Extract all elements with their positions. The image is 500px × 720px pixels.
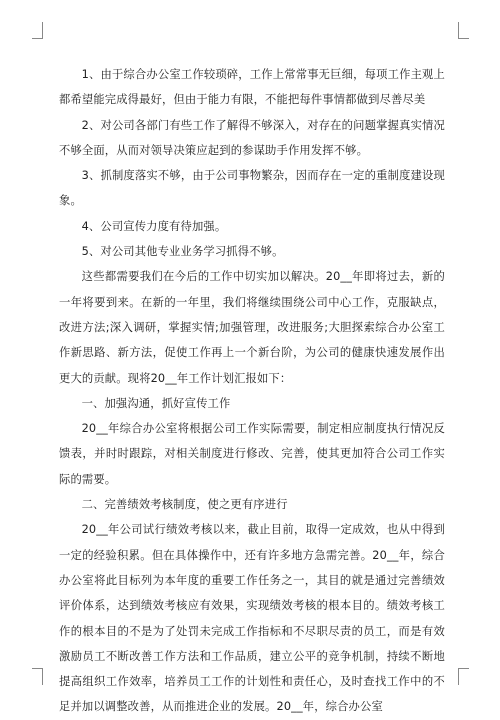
crop-mark-bottom-left — [32, 668, 43, 685]
section-heading-2: 二、完善绩效考核制度，使之更有序进行 — [81, 498, 288, 512]
paragraph-3: 3、抓制度落实不够，由于公司事物繁杂，因而存在一定的重制度建设现象。 — [59, 169, 445, 208]
paragraph-summary: 这些都需要我们在今后的工作中切实加以解决。20__年即将过去，新的一年将要到来。在新的一年里，我们将继续围绕公司中心工作，克服缺点，改进方法;深入调研，掌握实情;加强管理，改进服务;大胆探索综合办公室工作新思路、新方法，促使工作再上一个新台阶，为公司的健康快速发展作出更大的贡献。现将20__年工作计划汇报如下： — [59, 270, 445, 385]
paragraph-4: 4、公司宣传力度有待加强。 — [81, 219, 227, 233]
paragraph-2: 2、对公司各部门有些工作了解得不够深入，对存在的问题掌握真实情况不够全面，从而对领导决策应起到的参谋助手作用发挥不够。 — [59, 118, 445, 157]
crop-mark-bottom-right — [458, 668, 469, 685]
crop-mark-top-left — [32, 22, 43, 39]
paragraph-section-2: 20__年公司试行绩效考核以来，截止目前，取得一定成效，也从中得到一定的经验积累。但在具体操作中，还有许多地方急需完善。20__年，综合办公室将此目标列为本年度的重要工作任务之一，其目的就是通过完善绩效评价体系，达到绩效考核应有效果，实现绩效考核的根本目的。绩效考核工作的根本目的不是为了处罚未完成工作指标和不尽职尽责的员工，而是有效激励员工不断改善工作方法和工作品质，建立公平的竞争机制，持续不断地提高组织工作效率，培养员工工作的计划性和责任心，及时查找工作中的不足并加以调整改善，从而推进企业的发展。20__年，综合办公室 — [59, 523, 445, 714]
crop-mark-top-right — [458, 22, 469, 39]
paragraph-1: 1、由于综合办公室工作较琐碎，工作上常常事无巨细，每项工作主观上都希望能完成得最好，但由于能力有限，不能把每件事情都做到尽善尽美 — [59, 68, 445, 107]
paragraph-section-1: 20__年综合办公室将根据公司工作实际需要，制定相应制度执行情况反馈表，并时时跟踪，对相关制度进行修改、完善，使其更加符合公司工作实际的需要。 — [59, 422, 445, 486]
document-body — [59, 62, 445, 720]
section-heading-1: 一、加强沟通，抓好宣传工作 — [81, 396, 231, 410]
paragraph-5: 5、对公司其他专业业务学习抓得不够。 — [81, 245, 284, 259]
